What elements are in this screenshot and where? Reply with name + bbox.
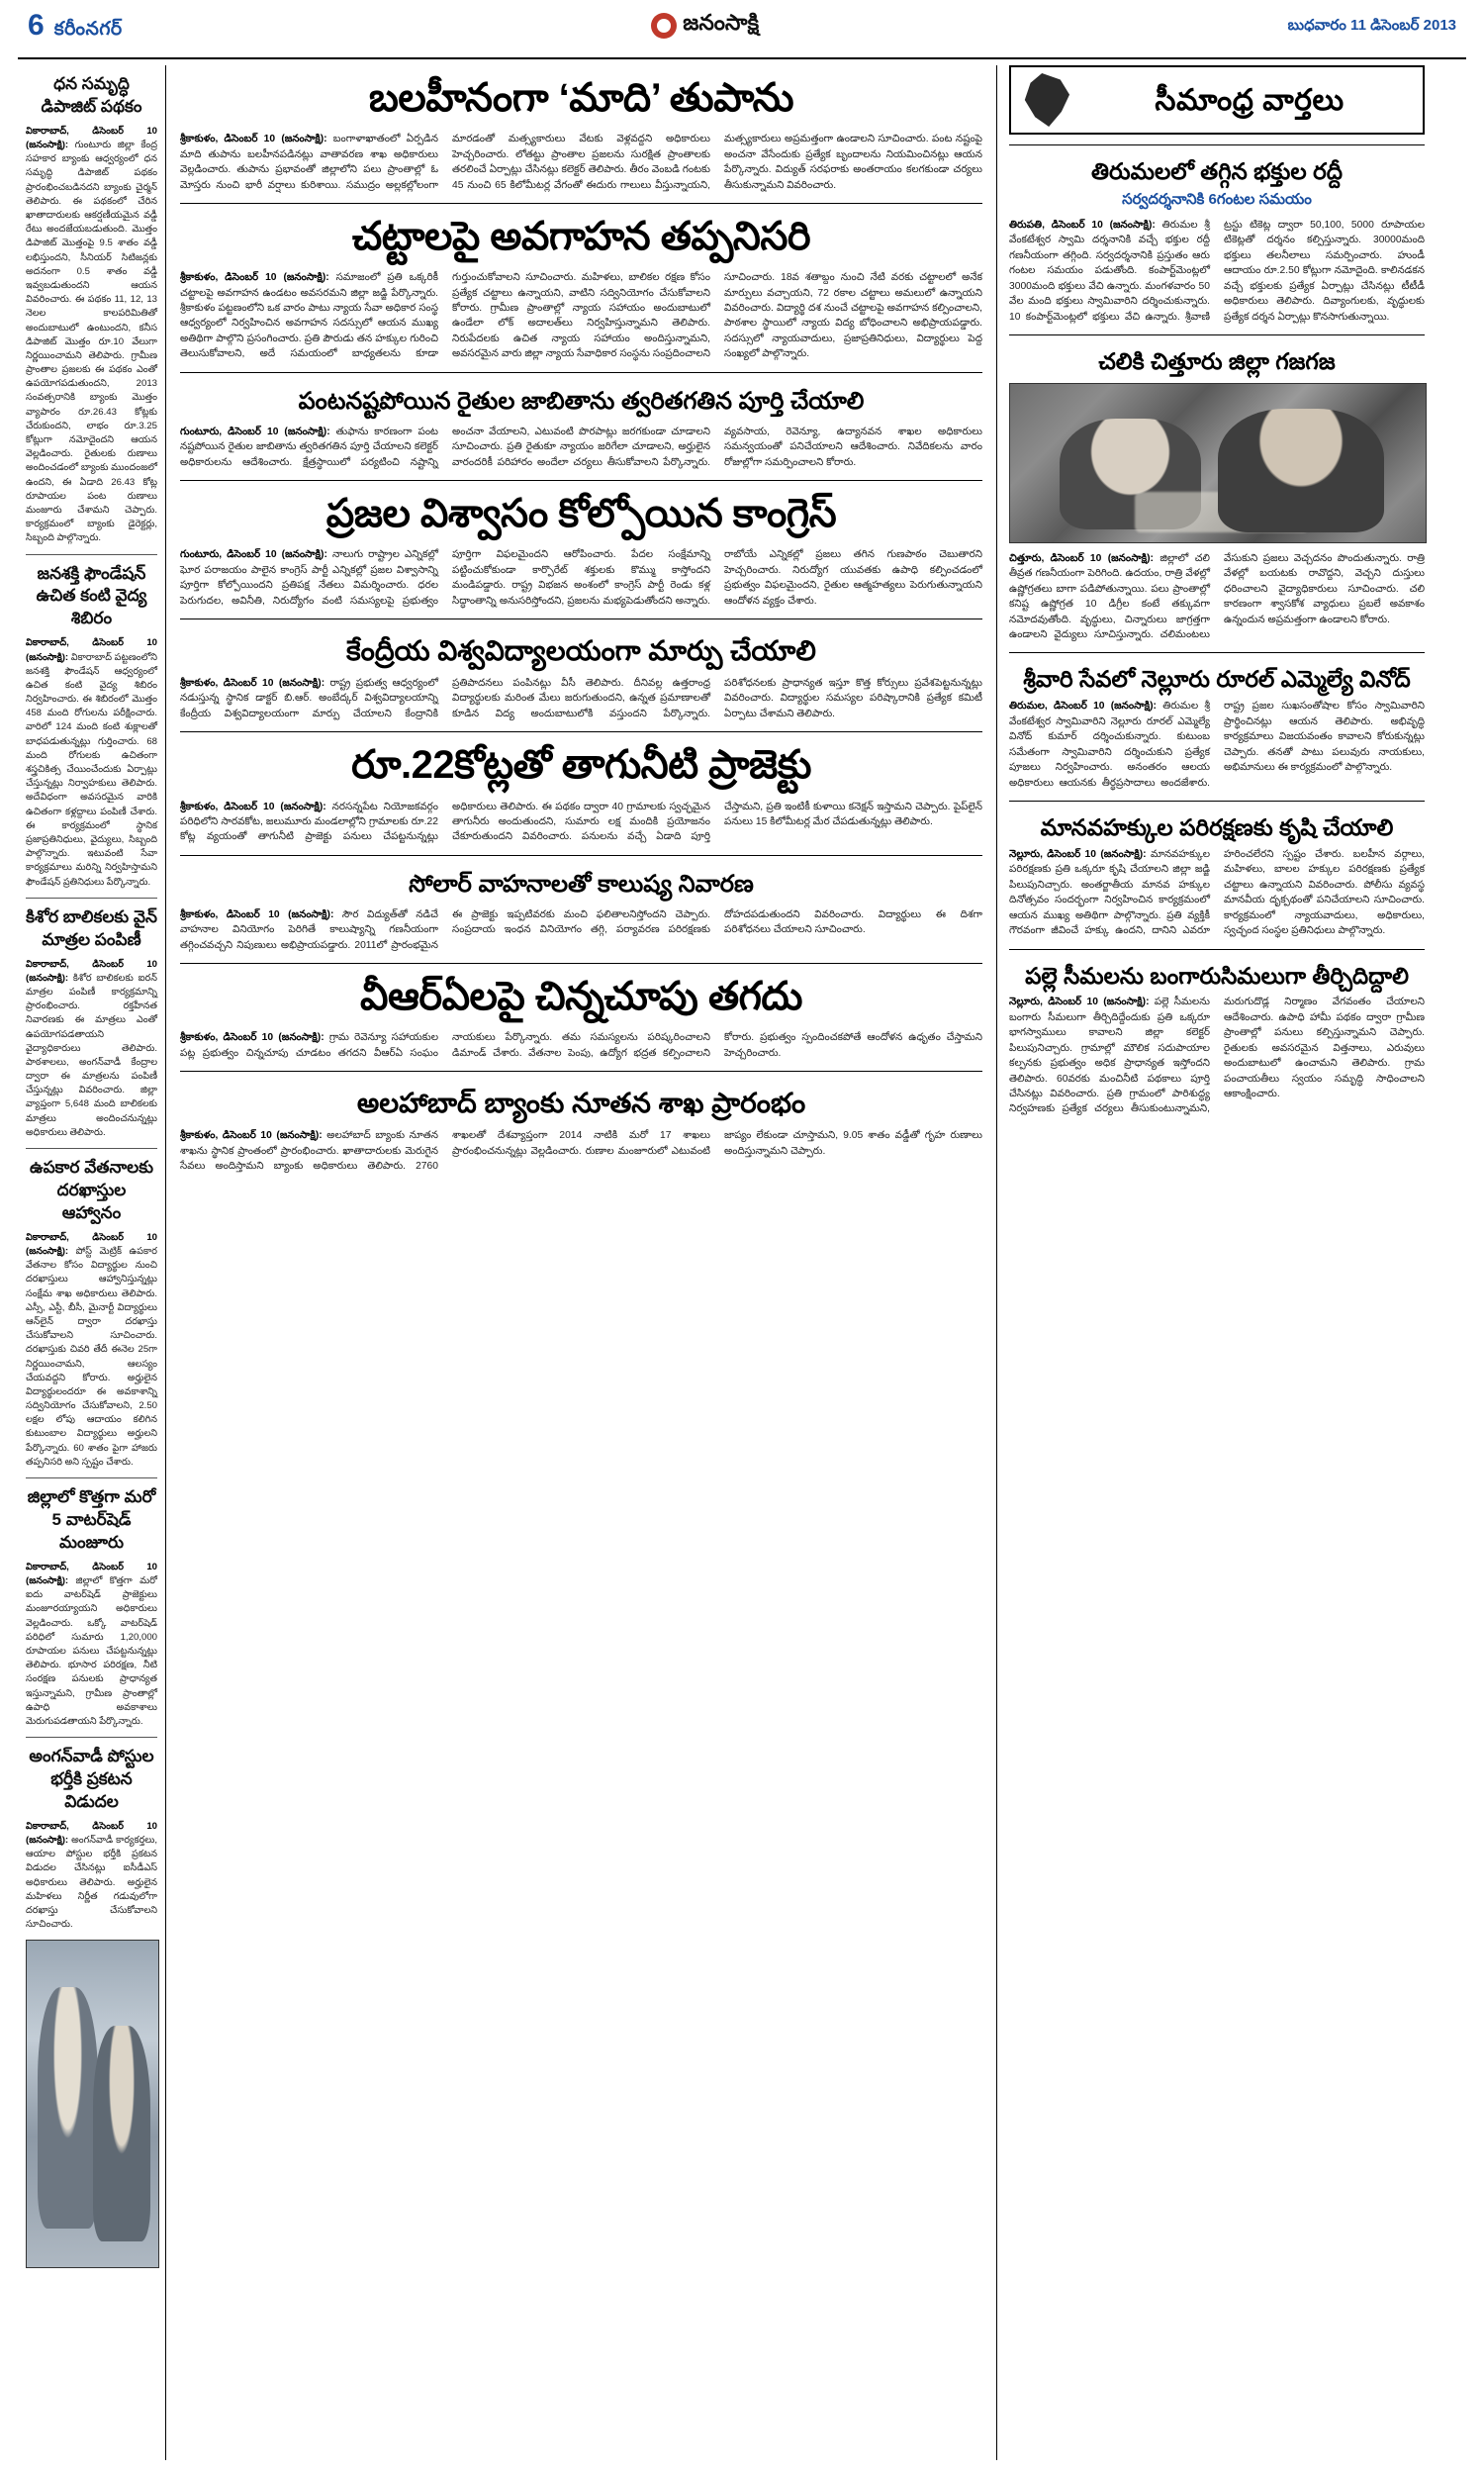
dateline: వికారాబాద్, డిసెంబర్ 10 (జనంసాక్షి): (26, 1231, 157, 1257)
body-text: మానవహక్కుల పరిరక్షణకు ప్రతి ఒక్కరూ కృషి చేయాలని జిల్లా జడ్జి పిలుపునిచ్చారు. అంతర్జాతీయ మానవ హక్కుల దినోత్సవం సందర్భంగా నిర్వహించిన కార్యక్రమంలో ఆయన ముఖ్య అతిథిగా పాల్గొన్నారు. ప్రతి వ్యక్తికీ గౌరవంగా జీవించే హక్కు ఉందని, దానిని ఎవరూ హరించలేరని స్పష్టం చేశారు. బలహీన వర్గాలు, మహిళలు, బాలల హక్కుల పరిరక్షణకు ప్రత్యేక చట్టాలు ఉన్నాయని వివరించారు. పోలీసు వ్యవస్థ మానవీయ దృక్పథంతో పనిచేయాలని సూచించారు. కార్యక్రమంలో న్యాయవాదులు, అధికారులు, స్వచ్ఛంద సంస్థల ప్రతినిధులు పాల్గొన్నారు. (1009, 848, 1425, 937)
article-body (1009, 699, 1425, 791)
body-text: తిరుమల శ్రీ వేంకటేశ్వర స్వామి దర్శనానికి వచ్చే భక్తుల రద్దీ గణనీయంగా తగ్గింది. సర్వదర్శనానికి ప్రస్తుతం ఆరు గంటల సమయం పడుతోంది. కంపార్ట్‌మెంట్లలో 3000మంది భక్తులు వేచి ఉన్నారు. మంగళవారం 50 వేల మంది భక్తులు స్వామివారిని దర్శించుకున్నారు. 10 కంపార్ట్‌మెంట్లలో భక్తులు వేచి ఉన్నారు. శ్రీవాణి ట్రస్టు టికెట్ల ద్వారా 50,100, 5000 రూపాయల టికెట్లతో దర్శనం కల్పిస్తున్నారు. 30000మంది భక్తులు తలనీలాలు సమర్పించారు. హుండీ ఆదాయం రూ.2.50 కోట్లుగా నమోదైంది. కాలినడకన వచ్చే భక్తులకు ప్రత్యేక ఏర్పాట్లు చేసినట్లు టీటీడీ అధికారులు తెలిపారు. దివ్యాంగులకు, వృద్ధులకు ప్రత్యేక దర్శన ఏర్పాట్లు కొనసాగుతున్నాయి. (1009, 219, 1425, 323)
body-text: సమాజంలో ప్రతి ఒక్కరికీ చట్టాలపై అవగాహన ఉండటం అవసరమని జిల్లా జడ్జి పేర్కొన్నారు. శ్రీకాకుళం పట్టణంలోని ఒక వారం పాటు న్యాయ సేవా అధికార సంస్థ ఆధ్వర్యంలో నిర్వహించిన అవగాహన సదస్సులో ఆయన ముఖ్య అతిథిగా పాల్గొని ప్రసంగించారు. ప్రతి పౌరుడు తన హక్కుల గురించి తెలుసుకోవాలని, అదే సమయంలో బాధ్యతలను కూడా గుర్తుంచుకోవాలని సూచించారు. మహిళలు, బాలికల రక్షణ కోసం ప్రత్యేక చట్టాలు ఉన్నాయని, వాటిని సద్వినియోగం చేసుకోవాలని కోరారు. గ్రామీణ ప్రాంతాల్లో న్యాయ సహాయం అందుబాటులో ఉండేలా లోక్ అదాలత్‌లు నిర్వహిస్తున్నామని తెలిపారు. నిరుపేదలకు ఉచిత న్యాయ సహాయం అందిస్తున్నామని, అవసరమైన వారు జిల్లా న్యాయ సేవాధికార సంస్థను సంప్రదించాలని సూచించారు. 18వ శతాబ్దం నుంచి నేటి వరకు చట్టాలలో అనేక మార్పులు వచ్చాయని, 72 రకాల చట్టాలు అమలులో ఉన్నాయని వివరించారు. విద్యార్థి దశ నుంచే చట్టాలపై అవగాహన కల్పించాలని, పాఠశాల స్థాయిలో న్యాయ విద్య బోధించాలని అభిప్రాయపడ్డారు. సదస్సులో న్యాయవాదులు, ప్రజాప్రతినిధులు, విద్యార్థులు పెద్ద సంఖ్యలో పాల్గొన్నారు. (180, 272, 982, 360)
headline: ఉపకార వేతనాలకు దరఖాస్తుల ఆహ్వానం (30, 1158, 153, 1222)
logo-circle-icon (651, 13, 677, 39)
article-body (180, 547, 982, 609)
article-body (26, 958, 157, 1140)
dateline: తిరుపతి, డిసెంబర్ 10 (జనంసాక్షి): (1009, 219, 1156, 231)
dateline: గుంటూరు, డిసెంబర్ 10 (జనంసాక్షి): (180, 549, 327, 561)
right-article-3 (1009, 665, 1425, 791)
dateline: నెల్లూరు, డిసెంబర్ 10 (జనంసాక్షి): (1009, 848, 1147, 860)
headline: చట్టాలపై అవగాహన తప్పనిసరి (351, 214, 811, 258)
divider (1009, 652, 1425, 653)
body-text: జిల్లాలో చలి తీవ్రత గణనీయంగా పెరిగింది. ఉదయం, రాత్రి వేళల్లో ఉష్ణోగ్రతలు బాగా పడిపోతున్నాయి. పలు ప్రాంతాల్లో కనిష్ట ఉష్ణోగ్రత 10 డిగ్రీల కంటే తక్కువగా నమోదవుతోంది. వృద్ధులు, చిన్నారులు జాగ్రత్తగా ఉండాలని వైద్యులు సూచిస్తున్నారు. చలిమంటలు వేసుకుని ప్రజలు వెచ్చదనం పొందుతున్నారు. రాత్రి వేళల్లో బయటకు రావొద్దని, వెచ్చని దుస్తులు ధరించాలని వైద్యాధికారులు సూచించారు. చలి కారణంగా శ్వాసకోశ వ్యాధులు ప్రబలే అవకాశం ఉన్నందున అప్రమత్తంగా ఉండాలని కోరారు. (1009, 552, 1425, 641)
divider (26, 1477, 157, 1478)
body-text: బంగాళాఖాతంలో ఏర్పడిన మాది తుపాను బలహీనపడినట్లు వాతావరణ శాఖ అధికారులు వెల్లడించారు. తుపాను ప్రభావంతో జిల్లాలోని పలు ప్రాంతాల్లో ఓ మోస్తరు నుంచి భారీ వర్షాలు కురిశాయి. సముద్రం అల్లకల్లోలంగా మారడంతో మత్స్యకారులు వేటకు వెళ్లవద్దని అధికారులు హెచ్చరించారు. లోతట్టు ప్రాంతాల ప్రజలను సురక్షిత ప్రాంతాలకు తరలించే ఏర్పాట్లు చేసినట్లు కలెక్టర్ తెలిపారు. తీరం వెంబడి గంటకు 45 నుంచి 65 కిలోమీటర్ల వేగంతో ఈదురు గాలులు వీస్తున్నాయని, మత్స్యకారులు అప్రమత్తంగా ఉండాలని సూచించారు. పంట నష్టంపై అంచనా వేసేందుకు ప్రత్యేక బృందాలను నియమించినట్లు ఆయన పేర్కొన్నారు. విద్యుత్ సరఫరాకు అంతరాయం కలగకుండా చర్యలు తీసుకున్నామని వివరించారు. (180, 134, 982, 191)
article-body (180, 1030, 982, 1061)
headline: అంగన్‌వాడీ పోస్టుల భర్తీకి ప్రకటన విడుదల (29, 1747, 154, 1811)
divider (180, 372, 982, 373)
dateline: శ్రీకాకుళం, డిసెంబర్ 10 (జనంసాక్షి): (180, 908, 334, 920)
dateline: చిత్తూరు, డిసెంబర్ 10 (జనంసాక్షి): (1009, 552, 1154, 564)
divider (180, 618, 982, 619)
dateline: వికారాబాద్, డిసెంబర్ 10 (జనంసాక్షి): (26, 125, 157, 151)
right-column (997, 65, 1433, 2460)
masthead-date: బుధవారం 11 డిసెంబర్ 2013 (1287, 16, 1456, 34)
headline: ధన సమృద్ధి డిపాజిట్ పథకం (41, 74, 142, 116)
main-article-5 (180, 633, 982, 721)
headline: రూ.22కోట్లతో తాగునీటి ప్రాజెక్టు (351, 743, 811, 788)
left-column (18, 65, 166, 2460)
article-body (1009, 847, 1425, 939)
headline: చలికి చిత్తూరు జిల్లా గజగజ (1098, 347, 1336, 374)
left-article-5 (26, 1486, 157, 1729)
body-text: తుఫాను కారణంగా పంట నష్టపోయిన రైతుల జాబితాను త్వరితగతిన పూర్తి చేయాలని కలెక్టర్ అధికారులను ఆదేశించారు. క్షేత్రస్థాయిలో పర్యటించి నష్టాన్ని అంచనా వేయాలని, ఎటువంటి పొరపాట్లు జరగకుండా చూడాలని సూచించారు. ప్రతి రైతుకూ న్యాయం జరిగేలా చూడాలని, అర్హులైన వారందరికీ పరిహారం అందేలా చర్యలు తీసుకోవాలని పేర్కొన్నారు. వ్యవసాయ, రెవెన్యూ, ఉద్యానవన శాఖల అధికారులు సమన్వయంతో పనిచేయాలని ఆదేశించారు. నివేదికలను వారం రోజుల్లోగా సమర్పించాలని కోరారు. (180, 426, 982, 468)
headline: శ్రీవారి సేవలో నెల్లూరు రూరల్ ఎమ్మెల్యే వినోద్ (1023, 666, 1411, 693)
dateline: వికారాబాద్, డిసెంబర్ 10 (జనంసాక్షి): (26, 1820, 157, 1847)
body-text: కిశోర బాలికలకు ఐరన్ మాత్రల పంపిణీ కార్యక్రమాన్ని ప్రారంభించారు. రక్తహీనత నివారణకు ఈ మాత్రలు ఎంతో ఉపయోగపడతాయని వైద్యాధికారులు తెలిపారు. పాఠశాలలు, అంగన్‌వాడీ కేంద్రాల ద్వారా ఈ మాత్రలను పంపిణీ చేస్తున్నట్లు వివరించారు. జిల్లా వ్యాప్తంగా 5,648 మంది బాలికలకు మాత్రలు అందించనున్నట్లు అధికారులు తెలిపారు. (26, 972, 157, 1138)
divider (1009, 801, 1425, 802)
right-article-1 (1009, 157, 1425, 325)
main-article-3 (180, 387, 982, 470)
winter-cold-people-photo (1009, 383, 1427, 543)
edition-name: కరీంనగర్ (53, 19, 123, 40)
headline: పల్లె సీమలను బంగారుసిమలుగా తీర్చిదిద్దాలి (1025, 962, 1409, 989)
left-article-1 (26, 73, 157, 546)
divider (180, 1071, 982, 1072)
state-map-icon (1019, 73, 1076, 127)
article-body (180, 425, 982, 470)
dateline: నెల్లూరు, డిసెంబర్ 10 (జనంసాక్షి): (1009, 997, 1150, 1008)
divider (180, 963, 982, 964)
paper-name: జనంసాక్షి (683, 10, 760, 36)
masthead (18, 0, 1466, 59)
right-article-2 (1009, 347, 1425, 643)
headline: వీఆర్ఏలపై చిన్నచూపు తగదు (360, 975, 802, 1019)
main-article-6 (180, 742, 982, 845)
divider (180, 480, 982, 481)
left-article-2 (26, 563, 157, 890)
paper-logo (651, 10, 759, 41)
article-body (180, 270, 982, 362)
article-body (26, 1820, 157, 1933)
divider (26, 1737, 157, 1738)
headline: తిరుమలలో తగ్గిన భక్తుల రద్దీ (1091, 158, 1343, 184)
dateline: శ్రీకాకుళం, డిసెంబర్ 10 (జనంసాక్షి): (180, 678, 325, 689)
headline: జనశక్తి ఫౌండేషన్ ఉచిత కంటి వైద్య శిబిరం (36, 563, 147, 628)
dateline: శ్రీకాకుళం, డిసెంబర్ 10 (జనంసాక్షి): (180, 801, 326, 812)
masthead-left (28, 9, 123, 45)
article-body (1009, 551, 1425, 643)
article-body (1009, 995, 1425, 1117)
section-banner-title: సీమాంధ్ర వార్తలు (1155, 83, 1345, 117)
body-text: అంగన్‌వాడీ కార్యకర్తలు, ఆయాల పోస్టుల భర్తీకి ప్రకటన విడుదల చేసినట్లు ఐసీడీఎస్ అధికారులు తెలిపారు. అర్హులైన మహిళలు నిర్ణీత గడువులోగా దరఖాస్తు చేసుకోవాలని సూచించారు. (26, 1835, 158, 1931)
dateline: గుంటూరు, డిసెంబర్ 10 (జనంసాక్షి): (180, 426, 330, 437)
right-article-4 (1009, 813, 1425, 939)
right-article-5 (1009, 962, 1425, 1117)
masthead-center (123, 10, 1288, 44)
headline: ప్రజల విశ్వాసం కోల్పోయిన కాంగ్రెస్ (325, 492, 837, 536)
headline: పంటనష్టపోయిన రైతుల జాబితాను త్వరితగతిన పూర్తి చేయాలి (298, 387, 865, 415)
divider (1009, 949, 1425, 950)
headline: మానవహక్కుల పరిరక్షణకు కృషి చేయాలి (1040, 813, 1394, 840)
article-body (1009, 218, 1425, 325)
bottom-left-photo (26, 1940, 159, 2268)
divider (26, 554, 157, 555)
main-column (166, 65, 997, 2460)
body-text: అలహాబాద్ బ్యాంకు నూతన శాఖను స్థానిక ప్రాంతంలో ప్రారంభించారు. ఖాతాదారులకు మెరుగైన సేవలు అందిస్తామని బ్యాంకు అధికారులు తెలిపారు. 2760 శాఖలతో దేశవ్యాప్తంగా 2014 నాటికి మరో 17 శాఖలు ప్రారంభించనున్నట్లు వెల్లడించారు. రుణాల మంజూరులో ఎటువంటి జాప్యం లేకుండా చూస్తామని, 9.05 శాతం వడ్డీతో గృహ రుణాలు అందిస్తున్నామని చెప్పారు. (180, 1130, 982, 1173)
headline: అలహాబాద్ బ్యాంకు నూతన శాఖ ప్రారంభం (356, 1088, 806, 1119)
left-article-3 (26, 906, 157, 1140)
article-body (180, 132, 982, 193)
divider (1009, 334, 1425, 335)
divider (180, 731, 982, 732)
body-text: గ్రామ రెవెన్యూ సహాయకుల పట్ల ప్రభుత్వం చిన్నచూపు చూడటం తగదని వీఆర్ఏ సంఘం నాయకులు పేర్కొన్నారు. తమ సమస్యలను పరిష్కరించాలని డిమాండ్ చేశారు. వేతనాల పెంపు, ఉద్యోగ భద్రత కల్పించాలని కోరారు. ప్రభుత్వం స్పందించకపోతే ఆందోళన ఉధృతం చేస్తామని హెచ్చరించారు. (180, 1032, 982, 1059)
article-body (26, 125, 157, 546)
article-body (180, 676, 982, 721)
divider (26, 898, 157, 899)
dateline: శ్రీకాకుళం, డిసెంబర్ 10 (జనంసాక్షి): (180, 1032, 325, 1044)
photo-highlight (1135, 492, 1309, 533)
dateline: వికారాబాద్, డిసెంబర్ 10 (జనంసాక్షి): (26, 1561, 157, 1586)
section-banner (1009, 65, 1425, 135)
body-text: గుంటూరు జిల్లా కేంద్ర సహకార బ్యాంకు ఆధ్వర్యంలో ధన సమృద్ధి డిపాజిట్ పథకం ప్రారంభించబడినదని బ్యాంకు చైర్మన్ తెలిపారు. ఈ పథకంలో చేరిన ఖాతాదారులకు ఆకర్షణీయమైన వడ్డీ రేటు అందజేయబడుతుంది. మొత్తం డిపాజిట్ మొత్తంపై 9.5 శాతం వడ్డీ లభిస్తుందని, సీనియర్ సిటిజన్లకు అదనంగా 0.5 శాతం వడ్డీ ఇవ్వబడుతుందని ఆయన వివరించారు. ఈ పథకం 11, 12, 13 నెలల కాలపరిమితితో అందుబాటులో ఉంటుందని, కనీస డిపాజిట్ మొత్తం రూ.10 వేలుగా నిర్ణయించామని తెలిపారు. గ్రామీణ ప్రాంతాల ప్రజలకు ఈ పథకం ఎంతో ఉపయోగపడుతుందని, 2013 సంవత్సరానికి బ్యాంకు మొత్తం వ్యాపారం రూ.26.43 కోట్లకు చేరుకుందని, లాభం రూ.3.25 కోట్లుగా నమోదైందని ఆయన వెల్లడించారు. రైతులకు రుణాలు అందించడంలో బ్యాంకు ముందంజలో ఉందని, ఈ ఏడాది 26.43 కోట్ల రూపాయల పంట రుణాలు మంజూరు చేశామని చెప్పారు. కార్యక్రమంలో బ్యాంకు డైరెక్టర్లు, సిబ్బంది పాల్గొన్నారు. (26, 140, 158, 544)
left-article-6 (26, 1746, 157, 2268)
headline: కిశోర బాలికలకు వైన్ మాత్రల పంపిణీ (26, 906, 157, 949)
page-number: 6 (28, 9, 45, 42)
dateline: శ్రీకాకుళం, డిసెంబర్ 10 (జనంసాక్షి): (180, 272, 329, 284)
main-article-1 (180, 75, 982, 193)
dateline: వికారాబాద్, డిసెంబర్ 10 (జనంసాక్షి): (26, 958, 157, 984)
headline: జిల్లాలో కొత్తగా మరో 5 వాటర్‌షెడ్ మంజూరు (27, 1487, 156, 1552)
main-article-8 (180, 974, 982, 1061)
main-article-4 (180, 491, 982, 609)
divider (26, 1148, 157, 1149)
dateline: వికారాబాద్, డిసెంబర్ 10 (జనంసాక్షి): (26, 637, 157, 663)
article-body (180, 1128, 982, 1174)
article-body (180, 800, 982, 845)
subheadline: సర్వదర్శనానికి 6గంటల సమయం (1122, 190, 1312, 208)
body-text: తిరుమల శ్రీ వేంకటేశ్వర స్వామివారిని నెల్లూరు రూరల్ ఎమ్మెల్యే వినోద్ కుమార్ దర్శించుకున్నారు. కుటుంబ సమేతంగా స్వామివారిని దర్శించుకుని ప్రత్యేక పూజలు నిర్వహించారు. అనంతరం ఆలయ అధికారులు ఆయనకు తీర్థప్రసాదాలు అందజేశారు. రాష్ట్ర ప్రజల సుఖసంతోషాల కోసం స్వామివారిని ప్రార్థించినట్లు ఆయన తెలిపారు. అభివృద్ధి కార్యక్రమాలు విజయవంతం కావాలని కోరుకున్నట్లు చెప్పారు. తనతో పాటు పలువురు నాయకులు, అభిమానులు ఈ కార్యక్రమంలో పాల్గొన్నారు. (1009, 701, 1425, 789)
divider (1009, 144, 1425, 145)
article-body (26, 1561, 157, 1729)
body-text: జిల్లాలో కొత్తగా మరో ఐదు వాటర్‌షెడ్ ప్రాజెక్టులు మంజూరయ్యాయని అధికారులు వెల్లడించారు. ఒక్కో వాటర్‌షెడ్ పరిధిలో సుమారు 1,20,000 రూపాయల పనులు చేపట్టనున్నట్లు తెలిపారు. భూసార పరిరక్షణ, నీటి సంరక్షణ పనులకు ప్రాధాన్యత ఇస్తున్నామని, గ్రామీణ ప్రాంతాల్లో ఉపాధి అవకాశాలు మెరుగుపడతాయని పేర్కొన్నారు. (26, 1575, 157, 1727)
divider (180, 203, 982, 204)
main-article-7 (180, 870, 982, 953)
body-text: నరసన్నపేట నియోజకవర్గం పరిధిలోని సారవకోట, జలుమూరు మండలాల్లోని గ్రామాలకు రూ.22 కోట్ల వ్యయంతో తాగునీటి ప్రాజెక్టు పనులు చేపట్టనున్నట్లు అధికారులు తెలిపారు. ఈ పథకం ద్వారా 40 గ్రామాలకు స్వచ్ఛమైన తాగునీరు అందుతుందని, సుమారు లక్ష మందికి ప్రయోజనం చేకూరుతుందని వివరించారు. పనులను వచ్చే ఏడాది పూర్తి చేస్తామని, ప్రతి ఇంటికీ కుళాయి కనెక్షన్ ఇస్తామని చెప్పారు. పైప్‌లైన్ పనులు 15 కిలోమీటర్ల మేర చేపడుతున్నట్లు తెలిపారు. (180, 801, 982, 843)
body-text: వికారాబాద్ పట్టణంలోని జనశక్తి ఫౌండేషన్ ఆధ్వర్యంలో ఉచిత కంటి వైద్య శిబిరం నిర్వహించారు. ఈ శిబిరంలో మొత్తం 458 మంది రోగులను పరీక్షించారు. వారిలో 124 మంది కంటి శుక్లాలతో బాధపడుతున్నట్లు గుర్తించారు. 68 మంది రోగులకు ఉచితంగా శస్త్రచికిత్స చేయించేందుకు ఏర్పాట్లు చేస్తున్నట్లు నిర్వాహకులు తెలిపారు. అదేవిధంగా అవసరమైన వారికి ఉచితంగా కళ్లద్దాలు పంపిణీ చేశారు. ఈ కార్యక్రమంలో స్థానిక ప్రజాప్రతినిధులు, వైద్యులు, సిబ్బంది పాల్గొన్నారు. ఇటువంటి సేవా కార్యక్రమాలు మరిన్ని నిర్వహిస్తామని ఫౌండేషన్ ప్రతినిధులు పేర్కొన్నారు. (26, 651, 158, 888)
dateline: శ్రీకాకుళం, డిసెంబర్ 10 (జనంసాక్షి): (180, 134, 327, 145)
article-body (26, 1231, 157, 1470)
body-text: సౌర విద్యుత్‌తో నడిచే వాహనాల వినియోగం పెరిగితే కాలుష్యాన్ని గణనీయంగా తగ్గించవచ్చని నిపుణులు అభిప్రాయపడ్డారు. 2011లో ప్రారంభమైన ఈ ప్రాజెక్టు ఇప్పటివరకు మంచి ఫలితాలనిస్తోందని చెప్పారు. సంప్రదాయ ఇంధన వినియోగం తగ్గి, పర్యావరణ పరిరక్షణకు దోహదపడుతుందని వివరించారు. విద్యార్థులు ఈ దిశగా పరిశోధనలు చేయాలని సూచించారు. (180, 908, 982, 951)
article-body (180, 907, 982, 953)
body-text: నాలుగు రాష్ట్రాల ఎన్నికల్లో ఘోర పరాజయం పాలైన కాంగ్రెస్ పార్టీ ఎన్నికల్లో ప్రజల విశ్వాసాన్ని పూర్తిగా కోల్పోయిందని ప్రతిపక్ష నేతలు విమర్శించారు. ధరల పెరుగుదల, అవినీతి, నిరుద్యోగం వంటి సమస్యలపై ప్రభుత్వం పూర్తిగా విఫలమైందని ఆరోపించారు. పేదల సంక్షేమాన్ని పట్టించుకోకుండా కార్పొరేట్ శక్తులకు కొమ్ము కాస్తోందని మండిపడ్డారు. రాష్ట్ర విభజన అంశంలో కాంగ్రెస్ పార్టీ రెండు కళ్ల సిద్ధాంతాన్ని అనుసరిస్తోందని, ప్రజలను మభ్యపెడుతోందని అన్నారు. రాబోయే ఎన్నికల్లో ప్రజలు తగిన గుణపాఠం చెబుతారని హెచ్చరించారు. నిరుద్యోగ యువతకు ఉపాధి కల్పించడంలో ప్రభుత్వం విఫలమైందని, రైతుల ఆత్మహత్యలు పెరుగుతున్నాయని ఆందోళన వ్యక్తం చేశారు. (180, 549, 982, 607)
headline: సోలార్ వాహనాలతో కాలుష్య నివారణ (409, 870, 754, 898)
body-text: పోస్ట్ మెట్రిక్ ఉపకార వేతనాల కోసం విద్యార్థుల నుంచి దరఖాస్తులు ఆహ్వానిస్తున్నట్లు సంక్షేమ శాఖ అధికారులు తెలిపారు. ఎస్సీ, ఎస్టీ, బీసీ, మైనార్టీ విద్యార్థులు ఆన్‌లైన్ ద్వారా దరఖాస్తు చేసుకోవాలని సూచించారు. దరఖాస్తుకు చివరి తేదీ ఈనెల 25గా నిర్ణయించామని, ఆలస్యం చేయవద్దని కోరారు. అర్హులైన విద్యార్థులందరూ ఈ అవకాశాన్ని సద్వినియోగం చేసుకోవాలని, 2.50 లక్షల లోపు ఆదాయం కలిగిన కుటుంబాల విద్యార్థులు అర్హులని పేర్కొన్నారు. 60 శాతం పైగా హాజరు తప్పనిసరి అని స్పష్టం చేశారు. (26, 1246, 157, 1468)
dateline: శ్రీకాకుళం, డిసెంబర్ 10 (జనంసాక్షి): (180, 1130, 323, 1142)
divider (180, 855, 982, 856)
body-text: పల్లె సీమలను బంగారు సీమలుగా తీర్చిదిద్దేందుకు ప్రతి ఒక్కరూ భాగస్వాములు కావాలని జిల్లా కలెక్టర్ పిలుపునిచ్చారు. గ్రామాల్లో మౌలిక సదుపాయాల కల్పనకు ప్రభుత్వం అధిక ప్రాధాన్యత ఇస్తోందని తెలిపారు. 60వరకు మంచినీటి పథకాలు పూర్తి చేసినట్లు వివరించారు. ప్రతి గ్రామంలో పారిశుద్ధ్య నిర్వహణకు ప్రత్యేక చర్యలు తీసుకుంటున్నామని, మరుగుదొడ్ల నిర్మాణం వేగవంతం చేయాలని ఆదేశించారు. ఉపాధి హామీ పథకం ద్వారా గ్రామీణ ప్రాంతాల్లో పనులు కల్పిస్తున్నామని చెప్పారు. రైతులకు అవసరమైన విత్తనాలు, ఎరువులు అందుబాటులో ఉంచామని తెలిపారు. గ్రామ పంచాయతీలు స్వయం సమృద్ధి సాధించాలని ఆకాంక్షించారు. (1009, 997, 1425, 1115)
lead-headline: బలహీనంగా ‘మాది’ తుపాను (368, 76, 794, 120)
page-columns (18, 65, 1466, 2460)
article-body (26, 636, 157, 889)
main-article-9 (180, 1086, 982, 1174)
main-article-2 (180, 214, 982, 362)
headline: కేంద్రీయ విశ్వవిద్యాలయంగా మార్పు చేయాలి (346, 635, 816, 666)
dateline: తిరుమల, డిసెంబర్ 10 (జనంసాక్షి): (1009, 701, 1157, 713)
left-article-4 (26, 1157, 157, 1470)
body-text: రాష్ట్ర ప్రభుత్వ ఆధ్వర్యంలో నడుస్తున్న స్థానిక డాక్టర్ బి.ఆర్. అంబేద్కర్ విశ్వవిద్యాలయాన్ని కేంద్రీయ విశ్వవిద్యాలయంగా మార్పు చేయాలని కేంద్రానికి ప్రతిపాదనలు పంపినట్లు వీసీ తెలిపారు. దీనివల్ల ఉత్తరాంధ్ర విద్యార్థులకు మరింత మేలు జరుగుతుందని, ఉన్నత ప్రమాణాలతో కూడిన విద్య అందుబాటులోకి వస్తుందని పేర్కొన్నారు. పరిశోధనలకు ప్రాధాన్యత ఇస్తూ కొత్త కోర్సులు ప్రవేశపెట్టనున్నట్లు వివరించారు. విద్యార్థుల సమస్యల పరిష్కారానికి ప్రత్యేక కమిటీ ఏర్పాటు చేశామని తెలిపారు. (180, 678, 982, 719)
